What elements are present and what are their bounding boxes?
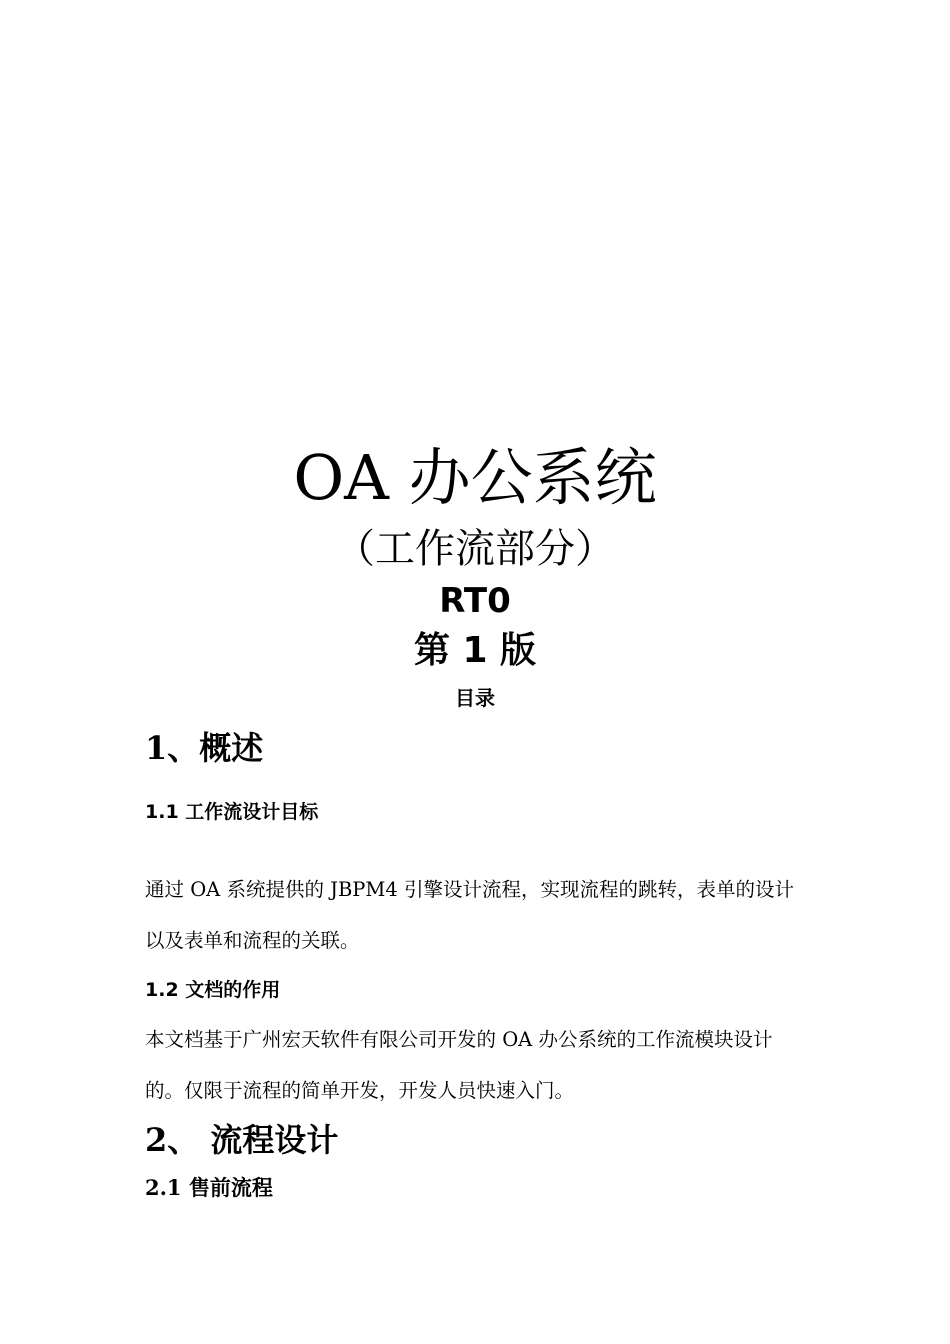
section-1-heading: 1、概述 (145, 729, 264, 767)
section-1-1-body: 通过 OA 系统提供的 JBPM4 引擎设计流程，实现流程的跳转，表单的设计以及表单和流程的关联。 (145, 878, 795, 952)
section-1-2-body: 本文档基于广州宏天软件有限公司开发的 OA 办公系统的工作流模块设计的。仅限于流程的简单开发，开发人员快速入门。 (145, 1028, 773, 1102)
section-1-2-heading: 1.2 文档的作用 (145, 979, 281, 1001)
document-edition: 第 1 版 (413, 630, 537, 671)
section-2-heading: 2、 流程设计 (145, 1121, 339, 1159)
document-code: RT0 (439, 581, 511, 621)
document-subtitle: （工作流部分） (335, 526, 615, 572)
section-2-1-heading: 2.1 售前流程 (145, 1175, 273, 1200)
toc-label: 目录 (455, 686, 495, 710)
section-1-1-heading: 1.1 工作流设计目标 (145, 801, 319, 823)
document-title: OA 办公系统 (293, 441, 657, 514)
